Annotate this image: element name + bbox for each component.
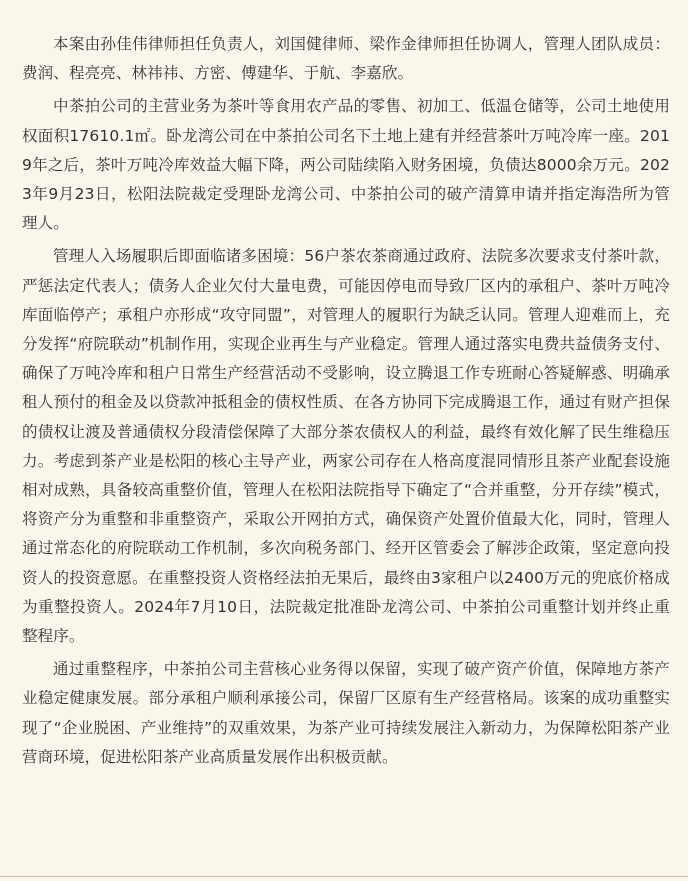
paragraph-background: 中茶拍公司的主营业务为茶叶等食用农产品的零售、初加工、低温仓储等，公司土地使用权面积17610.1㎡。卧龙湾公司在中茶拍公司名下土地上建有并经营茶叶万吨冷库一座。2019年之后，茶叶万吨冷库效益大幅下降，两公司陆续陷入财务困境，负债达8000余万元。2023年9月23日，松阳法院裁定受理卧龙湾公司、中茶拍公司的破产清算申请并指定海浩所为管理人。 bbox=[22, 97, 670, 233]
paragraph-team: 本案由孙佳伟律师担任负责人，刘国健律师、梁作金律师担任协调人，管理人团队成员：费润、程亮亮、林祎祎、方密、傅建华、于航、李嘉欣。 bbox=[22, 35, 670, 83]
paragraph-process: 管理人入场履职后即面临诸多困境：56户茶农茶商通过政府、法院多次要求支付茶叶款，严惩法定代表人；债务人企业欠付大量电费，可能因停电而导致厂区内的承租户、茶叶万吨冷库面临停产；承租户亦形成“攻守同盟”，对管理人的履职行为缺乏认同。管理人迎难而上，充分发挥“府院联动”机制作用，实现企业再生与产业稳定。管理人通过落实电费共益债务支付、确保了万吨冷库和租户日常生产经营活动不受影响，设立腾退工作专班耐心答疑解惑、明确承租人预付的租金及以贷款冲抵租金的债权性质、在各方协同下完成腾退工作，通过有财产担保的债权让渡及普通债权分段清偿保障了大部分茶农债权人的利益，最终有效化解了民生维稳压力。考虑到茶产业是松阳的核心主导产业，两家公司存在人格高度混同情形且茶产业配套设施相对成熟，具备较高重整价值，管理人在松阳法院指导下确定了“合并重整，分开存续”模式，将资产分为重整和非重整资产，采取公开网拍方式，确保资产处置价值最大化，同时，管理人通过常态化的府院联动工作机制，多次向税务部门、经开区管委会了解涉企政策，坚定意向投资人的投资意愿。在重整投资人资格经法拍无果后，最终由3家租户以2400万元的兜底价格成为重整投资人。2024年7月10日，法院裁定批准卧龙湾公司、中茶拍公司重整计划并终止重整程序。 bbox=[22, 247, 670, 646]
bottom-divider bbox=[0, 876, 688, 877]
paragraph-outcome: 通过重整程序，中茶拍公司主营核心业务得以保留，实现了破产资产价值，保障地方茶产业稳定健康发展。部分承租户顺利承接公司，保留厂区原有生产经营格局。该案的成功重整实现了“企业脱困、产业维持”的双重效果，为茶产业可持续发展注入新动力，为保障松阳茶产业营商环境，促进松阳茶产业高质量发展作出积极贡献。 bbox=[22, 660, 670, 766]
